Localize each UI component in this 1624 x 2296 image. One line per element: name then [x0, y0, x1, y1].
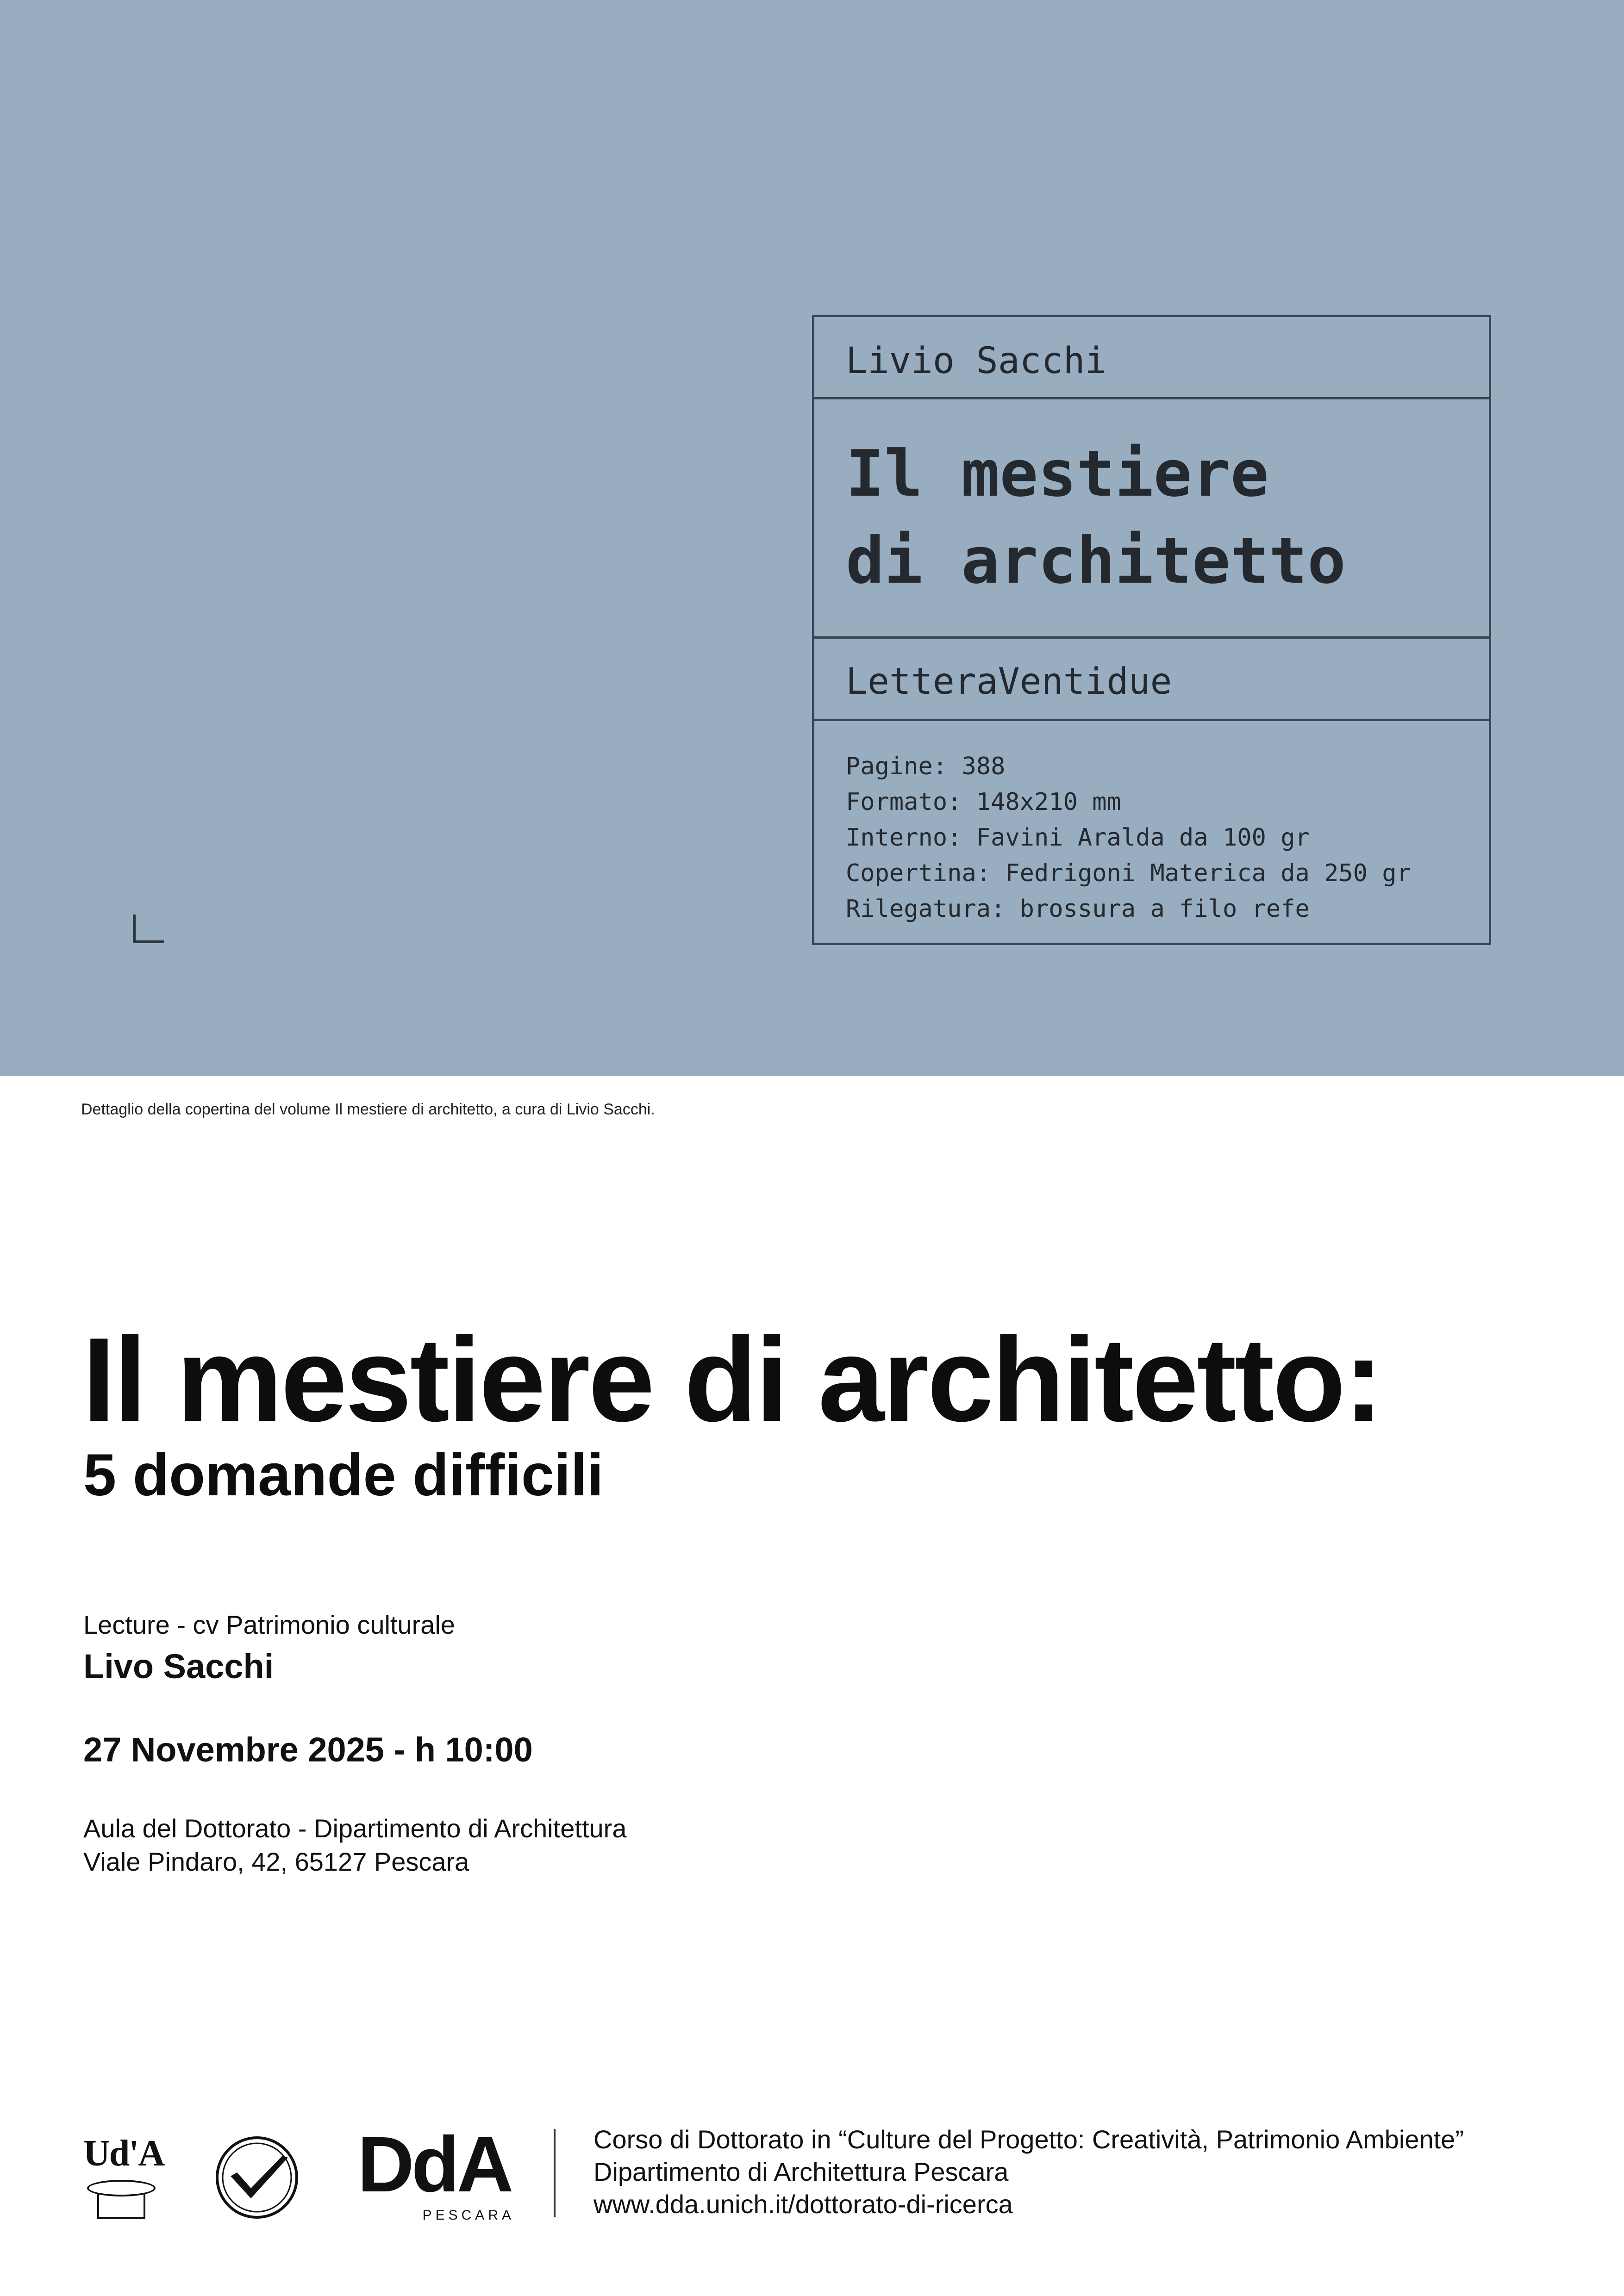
uda-logo-foot — [97, 2194, 145, 2219]
book-title-line1: Il mestiere — [846, 436, 1269, 511]
uda-logo-text: Ud'A — [83, 2133, 164, 2174]
event-venue-line1: Aula del Dottorato - Dipartimento di Architettura — [83, 1814, 627, 1843]
book-publisher-row — [814, 639, 1489, 721]
dda-logo-subtitle: PESCARA — [422, 2208, 515, 2223]
corner-crop-mark — [133, 915, 164, 943]
event-datetime: 27 Novembre 2025 - h 10:00 — [83, 1730, 533, 1769]
book-spec-binding: Rilegatura: brossura a filo refe — [846, 895, 1310, 923]
footer-info — [593, 2123, 1464, 2221]
book-spec-pages: Pagine: 388 — [846, 753, 1006, 780]
dda-pescara-logo — [357, 2121, 519, 2227]
event-venue-line2: Viale Pindaro, 42, 65127 Pescara — [83, 1847, 469, 1876]
book-specs-list — [846, 749, 1411, 927]
book-spec-format: Formato: 148x210 mm — [846, 788, 1121, 816]
event-kind: Lecture - cv Patrimonio culturale — [83, 1610, 456, 1639]
book-specs-row — [814, 721, 1489, 943]
event-subtitle: 5 domande difficili — [83, 1442, 604, 1508]
book-title-row — [814, 399, 1489, 639]
event-title: Il mestiere di architetto: — [82, 1313, 1382, 1446]
book-author-row — [814, 317, 1489, 399]
book-publisher: LetteraVentidue — [846, 661, 1172, 703]
footer-department-line: Dipartimento di Architettura Pescara — [593, 2157, 1009, 2186]
uda-university-logo — [79, 2129, 162, 2221]
book-cover-card — [812, 315, 1491, 945]
footer-website-link[interactable]: www.dda.unich.it/dottorato-di-ricerca — [593, 2190, 1013, 2219]
book-author: Livio Sacchi — [846, 340, 1107, 382]
doctorate-check-logo — [213, 2134, 301, 2221]
footer-course-line: Corso di Dottorato in “Culture del Progetto: Creatività, Patrimonio Ambiente” — [593, 2125, 1464, 2154]
check-circle-icon — [213, 2134, 301, 2221]
dda-logo-mark: DdA — [357, 2121, 511, 2209]
image-caption: Dettaglio della copertina del volume Il mestiere di architetto, a cura di Livio Sacchi. — [81, 1101, 655, 1118]
footer-divider — [554, 2129, 556, 2217]
book-spec-interior: Interno: Favini Aralda da 100 gr — [846, 824, 1310, 852]
cover-image — [0, 0, 1624, 1076]
event-speaker: Livo Sacchi — [83, 1647, 274, 1686]
book-title-line2: di architetto — [846, 523, 1346, 598]
book-spec-cover: Copertina: Fedrigoni Materica da 250 gr — [846, 859, 1411, 887]
